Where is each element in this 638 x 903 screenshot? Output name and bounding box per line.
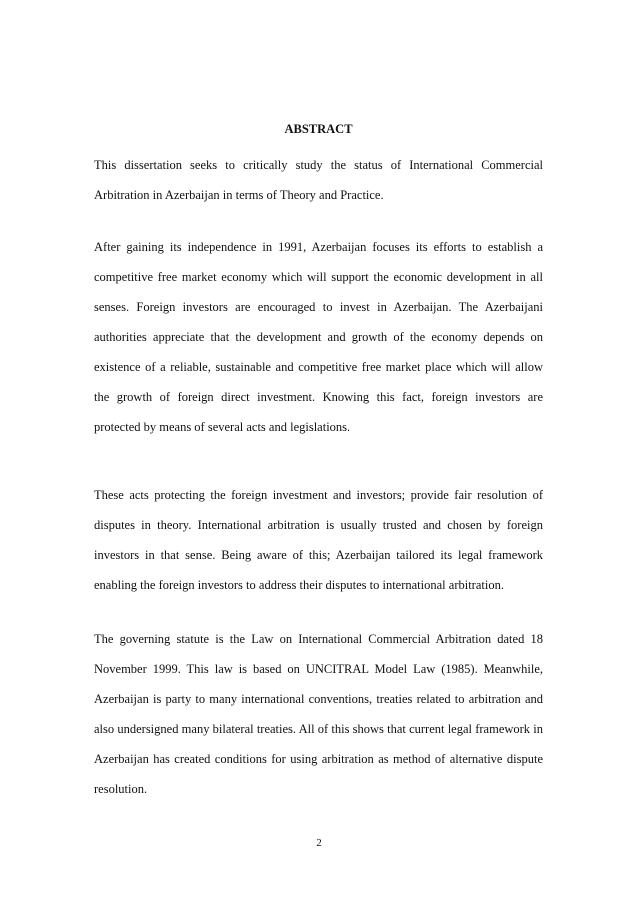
abstract-heading: ABSTRACT bbox=[284, 122, 353, 136]
paragraph-intro: This dissertation seeks to critically study the status of International Commercial Arbitration in Azerbaijan in terms of Theory and Practice. bbox=[94, 158, 543, 202]
paragraph-acts: These acts protecting the foreign investment and investors; provide fair resolution of disputes in theory. International arbitration is usually trusted and chosen by foreign investors in that sense. Being aware of this; Azerbaijan tailored its legal framework enabling the foreign investors to address their disputes to international arbitration. bbox=[94, 488, 543, 592]
paragraph-governing-statute: The governing statute is the Law on International Commercial Arbitration dated 18 November 1999. This law is based on UNCITRAL Model Law (1985). Meanwhile, Azerbaijan is party to many international conventions, treaties related to arbitration and also undersigned many bilateral treaties. All of this shows that current legal framework in Azerbaijan has created conditions for using arbitration as method of alternative dispute resolution. bbox=[94, 632, 543, 796]
page-number: 2 bbox=[316, 837, 322, 849]
paragraph-independence: After gaining its independence in 1991, Azerbaijan focuses its efforts to establish a competitive free market economy which will support the economic development in all senses. Foreign investors are encouraged to invest in Azerbaijan. The Azerbaijani authorities appreciate that the development and growth of the economy depends on existence of a reliable, sustainable and competitive free market place which will allow the growth of foreign direct investment. Knowing this fact, foreign investors are protected by means of several acts and legislations. bbox=[94, 240, 543, 434]
